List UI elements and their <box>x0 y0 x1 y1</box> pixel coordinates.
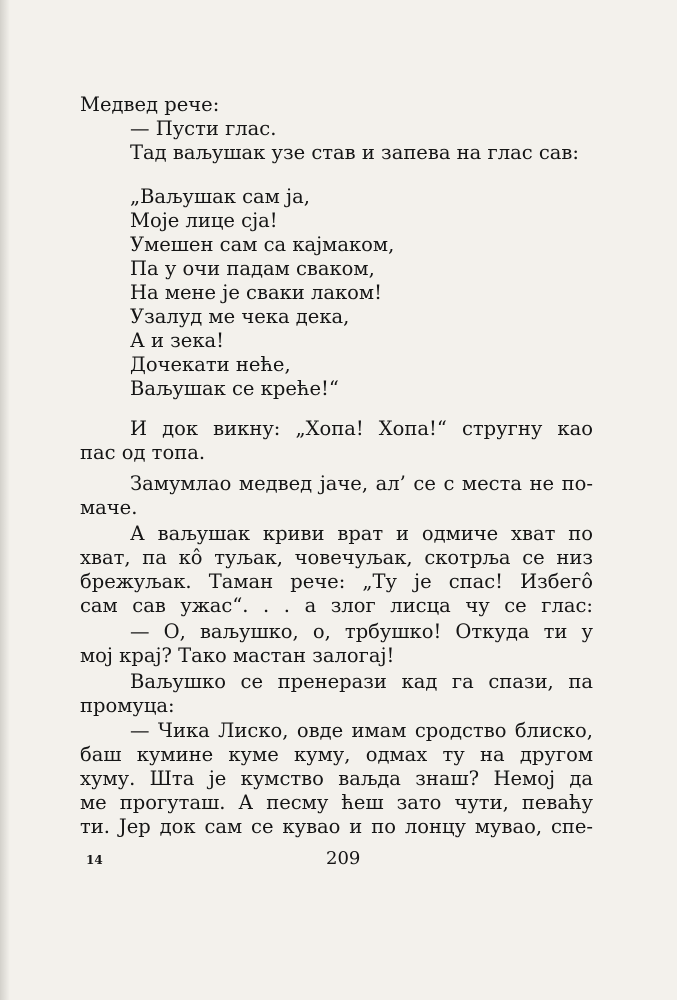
text-line: Ваљушко се пренерази кад га спази, па <box>130 670 593 693</box>
verse-line: Дочекати неће, <box>130 353 291 376</box>
text-line: пас од топа. <box>80 441 206 464</box>
text-line: — Пусти глас. <box>130 117 277 140</box>
verse-line: Узалуд ме чека дека, <box>130 305 350 328</box>
text-line: Замумлао медвед јаче, ал’ се с места не по- <box>130 472 593 495</box>
text-line: хват, па кô туљак, човечуљак, скотрља се низ <box>80 546 593 569</box>
text-line: хуму. Шта је кумство ваљда знаш? Немој да <box>80 767 593 790</box>
text-line: брежуљак. Таман рече: „Ту је спас! Избегô <box>80 570 593 593</box>
text-line: А ваљушак криви врат и одмиче хват по <box>130 522 593 545</box>
verse-line: „Ваљушак сам ја, <box>130 185 310 208</box>
text-line: ти. Јер док сам се кувао и по лонцу мувао, спе- <box>80 815 593 838</box>
verse-line: Па у очи падам сваком, <box>130 257 375 280</box>
verse-line: А и зека! <box>130 329 224 352</box>
text-line: — Чика Лиско, овде имам сродство блиско, <box>130 719 593 742</box>
verse-line: Ваљушак се креће!“ <box>130 377 339 400</box>
text-line: ме прогуташ. А песму ћеш зато чути, певаћу <box>80 791 593 814</box>
text-line: баш кумине куме куму, одмах ту на другом <box>80 743 593 766</box>
text-line: Тад ваљушак узе став и запева на глас сав: <box>130 141 579 164</box>
text-line: Медвед рече: <box>80 93 220 116</box>
signature-mark: 14 <box>86 853 103 867</box>
verse-line: Умешен сам са кајмаком, <box>130 233 395 256</box>
verse-line: На мене је сваки лаком! <box>130 281 382 304</box>
page-number: 209 <box>326 848 361 869</box>
text-line: сам сав ужас“. . . а злог лисца чу се глас: <box>80 594 593 617</box>
text-line: мој крај? Тако мастан залогај! <box>80 644 395 667</box>
verse-line: Моје лице сја! <box>130 209 278 232</box>
text-line: И док викну: „Хопа! Хопа!“ стругну као <box>130 417 593 440</box>
text-line: — О, ваљушко, о, трбушко! Откуда ти у <box>130 620 593 643</box>
text-line: промуца: <box>80 694 175 717</box>
text-line: маче. <box>80 496 138 519</box>
